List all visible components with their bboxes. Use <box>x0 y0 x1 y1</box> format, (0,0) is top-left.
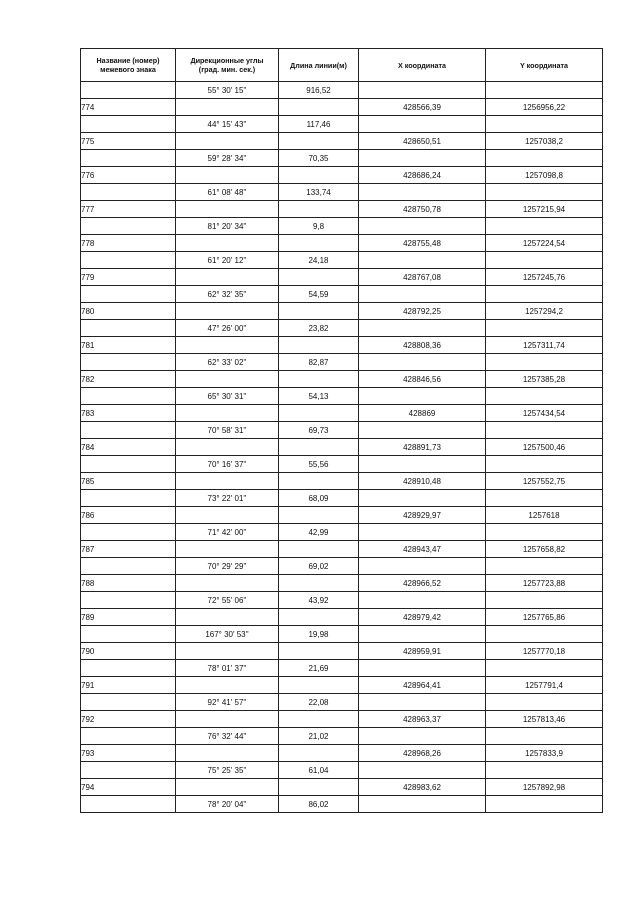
cell-direction-angle: 44° 15' 43'' <box>176 116 279 133</box>
cell-empty <box>176 133 279 150</box>
cell-x-coordinate: 428910,48 <box>359 473 486 490</box>
cell-y-coordinate: 1257224,54 <box>486 235 603 252</box>
cell-empty <box>176 337 279 354</box>
table-row <box>81 490 603 507</box>
table-row <box>81 337 603 354</box>
cell-mark-name: 780 <box>81 303 176 320</box>
table-row <box>81 558 603 575</box>
cell-empty <box>176 507 279 524</box>
cell-mark-name: 785 <box>81 473 176 490</box>
cell-empty <box>359 116 486 133</box>
cell-empty <box>81 558 176 575</box>
cell-empty <box>279 541 359 558</box>
table-row <box>81 745 603 762</box>
table-row <box>81 762 603 779</box>
cell-x-coordinate: 428686,24 <box>359 167 486 184</box>
cell-empty <box>279 269 359 286</box>
cell-empty <box>81 116 176 133</box>
table-row <box>81 609 603 626</box>
cell-empty <box>279 99 359 116</box>
cell-empty <box>81 150 176 167</box>
cell-empty <box>81 796 176 813</box>
cell-x-coordinate: 428767,08 <box>359 269 486 286</box>
cell-empty <box>486 660 603 677</box>
cell-empty <box>359 252 486 269</box>
cell-direction-angle: 55° 30' 15'' <box>176 82 279 99</box>
cell-empty <box>81 592 176 609</box>
cell-mark-name: 774 <box>81 99 176 116</box>
cell-mark-name: 789 <box>81 609 176 626</box>
cell-x-coordinate: 428566,39 <box>359 99 486 116</box>
cell-empty <box>81 626 176 643</box>
cell-empty <box>279 745 359 762</box>
cell-empty <box>176 99 279 116</box>
cell-y-coordinate: 1257434,54 <box>486 405 603 422</box>
cell-empty <box>81 456 176 473</box>
table-row <box>81 286 603 303</box>
cell-empty <box>279 473 359 490</box>
cell-empty <box>359 354 486 371</box>
cell-empty <box>486 422 603 439</box>
cell-empty <box>486 694 603 711</box>
cell-empty <box>359 694 486 711</box>
cell-line-length: 43,92 <box>279 592 359 609</box>
cell-x-coordinate: 428966,52 <box>359 575 486 592</box>
cell-empty <box>176 609 279 626</box>
header-mark-name: Название (номер) межевого знака <box>81 49 176 82</box>
cell-empty <box>359 524 486 541</box>
cell-empty <box>359 456 486 473</box>
cell-empty <box>486 524 603 541</box>
cell-empty <box>81 728 176 745</box>
cell-y-coordinate: 1257552,75 <box>486 473 603 490</box>
cell-empty <box>486 762 603 779</box>
cell-empty <box>81 218 176 235</box>
cell-empty <box>176 371 279 388</box>
cell-x-coordinate: 428929,97 <box>359 507 486 524</box>
cell-empty <box>279 507 359 524</box>
cell-empty <box>486 150 603 167</box>
cell-line-length: 117,46 <box>279 116 359 133</box>
cell-line-length: 54,13 <box>279 388 359 405</box>
cell-direction-angle: 61° 20' 12'' <box>176 252 279 269</box>
cell-empty <box>279 337 359 354</box>
cell-direction-angle: 61° 08' 48'' <box>176 184 279 201</box>
cell-direction-angle: 78° 01' 37'' <box>176 660 279 677</box>
cell-direction-angle: 78° 20' 04'' <box>176 796 279 813</box>
cell-empty <box>279 235 359 252</box>
cell-x-coordinate: 428808,36 <box>359 337 486 354</box>
cell-direction-angle: 62° 33' 02'' <box>176 354 279 371</box>
cell-y-coordinate: 1257038,2 <box>486 133 603 150</box>
cell-empty <box>176 201 279 218</box>
table-row <box>81 235 603 252</box>
cell-y-coordinate: 1257791,4 <box>486 677 603 694</box>
cell-line-length: 133,74 <box>279 184 359 201</box>
table-row <box>81 524 603 541</box>
cell-empty <box>279 201 359 218</box>
table-row <box>81 116 603 133</box>
cell-empty <box>486 558 603 575</box>
cell-empty <box>359 320 486 337</box>
cell-empty <box>486 456 603 473</box>
table-row <box>81 133 603 150</box>
cell-empty <box>81 354 176 371</box>
table-body <box>81 82 603 813</box>
cell-x-coordinate: 428959,91 <box>359 643 486 660</box>
cell-line-length: 21,02 <box>279 728 359 745</box>
cell-x-coordinate: 428983,62 <box>359 779 486 796</box>
table-header-row <box>81 49 603 82</box>
cell-mark-name: 778 <box>81 235 176 252</box>
cell-line-length: 69,73 <box>279 422 359 439</box>
cell-empty <box>176 643 279 660</box>
cell-direction-angle: 73° 22' 01'' <box>176 490 279 507</box>
table-row <box>81 473 603 490</box>
cell-empty <box>486 218 603 235</box>
table-row <box>81 167 603 184</box>
cell-empty <box>486 388 603 405</box>
cell-line-length: 916,52 <box>279 82 359 99</box>
cell-y-coordinate: 1257500,46 <box>486 439 603 456</box>
cell-empty <box>359 150 486 167</box>
table-row <box>81 439 603 456</box>
cell-line-length: 24,18 <box>279 252 359 269</box>
table-row <box>81 694 603 711</box>
cell-empty <box>359 490 486 507</box>
cell-y-coordinate: 1257892,98 <box>486 779 603 796</box>
header-x-coordinate: X координата <box>359 49 486 82</box>
cell-empty <box>359 422 486 439</box>
cell-empty <box>279 609 359 626</box>
cell-line-length: 70,35 <box>279 150 359 167</box>
cell-y-coordinate: 1257245,76 <box>486 269 603 286</box>
cell-empty <box>279 303 359 320</box>
cell-empty <box>81 660 176 677</box>
cell-y-coordinate: 1257658,82 <box>486 541 603 558</box>
cell-empty <box>359 82 486 99</box>
table-row <box>81 541 603 558</box>
cell-empty <box>279 133 359 150</box>
table-row <box>81 218 603 235</box>
cell-empty <box>176 541 279 558</box>
cell-empty <box>279 575 359 592</box>
cell-empty <box>279 439 359 456</box>
cell-x-coordinate: 428943,47 <box>359 541 486 558</box>
cell-empty <box>81 388 176 405</box>
cell-direction-angle: 81° 20' 34'' <box>176 218 279 235</box>
cell-y-coordinate: 1257294,2 <box>486 303 603 320</box>
header-y-coordinate: Y координата <box>486 49 603 82</box>
cell-empty <box>486 592 603 609</box>
cell-y-coordinate: 1257385,28 <box>486 371 603 388</box>
header-line-length: Длина линии(м) <box>279 49 359 82</box>
table-row <box>81 677 603 694</box>
table-row <box>81 99 603 116</box>
cell-empty <box>359 218 486 235</box>
cell-direction-angle: 47° 26' 00'' <box>176 320 279 337</box>
table-row <box>81 303 603 320</box>
table-row <box>81 796 603 813</box>
cell-x-coordinate: 428979,42 <box>359 609 486 626</box>
cell-mark-name: 793 <box>81 745 176 762</box>
cell-empty <box>359 660 486 677</box>
cell-empty <box>486 184 603 201</box>
cell-empty <box>279 405 359 422</box>
cell-empty <box>176 677 279 694</box>
cell-y-coordinate: 1257215,94 <box>486 201 603 218</box>
cell-y-coordinate: 1257098,8 <box>486 167 603 184</box>
cell-y-coordinate: 1257765,86 <box>486 609 603 626</box>
cell-line-length: 82,87 <box>279 354 359 371</box>
table-row <box>81 150 603 167</box>
table-row <box>81 201 603 218</box>
cell-line-length: 21,69 <box>279 660 359 677</box>
cell-empty <box>81 252 176 269</box>
table-row <box>81 456 603 473</box>
cell-x-coordinate: 428650,51 <box>359 133 486 150</box>
cell-empty <box>81 694 176 711</box>
cell-direction-angle: 75° 25' 35'' <box>176 762 279 779</box>
cell-x-coordinate: 428968,26 <box>359 745 486 762</box>
table-row <box>81 575 603 592</box>
cell-direction-angle: 71° 42' 00'' <box>176 524 279 541</box>
table-row <box>81 269 603 286</box>
cell-x-coordinate: 428846,56 <box>359 371 486 388</box>
cell-mark-name: 792 <box>81 711 176 728</box>
cell-empty <box>359 728 486 745</box>
cell-x-coordinate: 428792,25 <box>359 303 486 320</box>
cell-empty <box>486 796 603 813</box>
cell-direction-angle: 167° 30' 53'' <box>176 626 279 643</box>
cell-line-length: 23,82 <box>279 320 359 337</box>
cell-empty <box>176 711 279 728</box>
table-row <box>81 779 603 796</box>
cell-empty <box>81 422 176 439</box>
cell-line-length: 42,99 <box>279 524 359 541</box>
cell-empty <box>279 677 359 694</box>
cell-empty <box>81 184 176 201</box>
cell-line-length: 68,09 <box>279 490 359 507</box>
table-row <box>81 354 603 371</box>
table-row <box>81 422 603 439</box>
cell-y-coordinate: 1257311,74 <box>486 337 603 354</box>
cell-empty <box>176 745 279 762</box>
cell-x-coordinate: 428869 <box>359 405 486 422</box>
table-row <box>81 320 603 337</box>
cell-empty <box>359 558 486 575</box>
cell-direction-angle: 70° 29' 29'' <box>176 558 279 575</box>
cell-y-coordinate: 1257770,18 <box>486 643 603 660</box>
cell-empty <box>279 167 359 184</box>
cell-empty <box>486 286 603 303</box>
table-row <box>81 592 603 609</box>
cell-empty <box>81 286 176 303</box>
cell-empty <box>359 796 486 813</box>
cell-y-coordinate: 1256956,22 <box>486 99 603 116</box>
table-row <box>81 643 603 660</box>
table-row <box>81 507 603 524</box>
table-row <box>81 728 603 745</box>
table-row <box>81 660 603 677</box>
cell-empty <box>359 184 486 201</box>
cell-direction-angle: 76° 32' 44'' <box>176 728 279 745</box>
cell-empty <box>359 626 486 643</box>
cell-empty <box>359 762 486 779</box>
cell-line-length: 9,8 <box>279 218 359 235</box>
cell-x-coordinate: 428891,73 <box>359 439 486 456</box>
cell-mark-name: 777 <box>81 201 176 218</box>
cell-mark-name: 794 <box>81 779 176 796</box>
cell-line-length: 19,98 <box>279 626 359 643</box>
cell-empty <box>486 116 603 133</box>
cell-mark-name: 782 <box>81 371 176 388</box>
cell-empty <box>176 235 279 252</box>
cell-direction-angle: 72° 55' 06'' <box>176 592 279 609</box>
cell-line-length: 54,59 <box>279 286 359 303</box>
table-row <box>81 711 603 728</box>
cell-empty <box>81 490 176 507</box>
cell-empty <box>176 303 279 320</box>
cell-empty <box>359 388 486 405</box>
cell-direction-angle: 70° 16' 37'' <box>176 456 279 473</box>
table-row <box>81 405 603 422</box>
cell-line-length: 22,08 <box>279 694 359 711</box>
cell-direction-angle: 62° 32' 35'' <box>176 286 279 303</box>
cell-empty <box>486 354 603 371</box>
cell-line-length: 61,04 <box>279 762 359 779</box>
cell-line-length: 86,02 <box>279 796 359 813</box>
cell-y-coordinate: 1257618 <box>486 507 603 524</box>
cell-empty <box>279 371 359 388</box>
cell-empty <box>486 728 603 745</box>
cell-y-coordinate: 1257813,46 <box>486 711 603 728</box>
cell-empty <box>176 575 279 592</box>
cell-empty <box>176 269 279 286</box>
cell-y-coordinate: 1257833,9 <box>486 745 603 762</box>
cell-y-coordinate: 1257723,88 <box>486 575 603 592</box>
cell-direction-angle: 65° 30' 31'' <box>176 388 279 405</box>
cell-x-coordinate: 428755,48 <box>359 235 486 252</box>
cell-empty <box>486 252 603 269</box>
cell-empty <box>279 643 359 660</box>
cell-empty <box>81 320 176 337</box>
cell-mark-name: 786 <box>81 507 176 524</box>
cell-x-coordinate: 428964,41 <box>359 677 486 694</box>
cell-direction-angle: 70° 58' 31'' <box>176 422 279 439</box>
cell-empty <box>279 711 359 728</box>
cell-mark-name: 779 <box>81 269 176 286</box>
cell-empty <box>81 82 176 99</box>
table-row <box>81 626 603 643</box>
cell-mark-name: 788 <box>81 575 176 592</box>
cell-x-coordinate: 428963,37 <box>359 711 486 728</box>
table-row <box>81 388 603 405</box>
cell-empty <box>486 320 603 337</box>
cell-mark-name: 783 <box>81 405 176 422</box>
cell-empty <box>486 626 603 643</box>
cell-empty <box>486 490 603 507</box>
cell-line-length: 69,02 <box>279 558 359 575</box>
cell-mark-name: 784 <box>81 439 176 456</box>
table-row <box>81 184 603 201</box>
cell-direction-angle: 92° 41' 57'' <box>176 694 279 711</box>
cell-empty <box>176 779 279 796</box>
cell-mark-name: 787 <box>81 541 176 558</box>
cell-empty <box>81 524 176 541</box>
cell-empty <box>176 167 279 184</box>
cell-mark-name: 781 <box>81 337 176 354</box>
cell-empty <box>486 82 603 99</box>
cell-empty <box>176 439 279 456</box>
cell-empty <box>279 779 359 796</box>
table-row <box>81 371 603 388</box>
cell-empty <box>176 473 279 490</box>
cell-line-length: 55,56 <box>279 456 359 473</box>
cell-empty <box>81 762 176 779</box>
cell-empty <box>359 592 486 609</box>
cell-empty <box>176 405 279 422</box>
cell-mark-name: 775 <box>81 133 176 150</box>
cell-mark-name: 776 <box>81 167 176 184</box>
cell-empty <box>359 286 486 303</box>
table-row <box>81 252 603 269</box>
cell-x-coordinate: 428750,78 <box>359 201 486 218</box>
table-row <box>81 82 603 99</box>
cell-mark-name: 791 <box>81 677 176 694</box>
cell-direction-angle: 59° 28' 34'' <box>176 150 279 167</box>
boundary-marks-table <box>80 48 603 813</box>
header-direction-angle: Дирекционные углы (град. мин. сек.) <box>176 49 279 82</box>
cell-mark-name: 790 <box>81 643 176 660</box>
